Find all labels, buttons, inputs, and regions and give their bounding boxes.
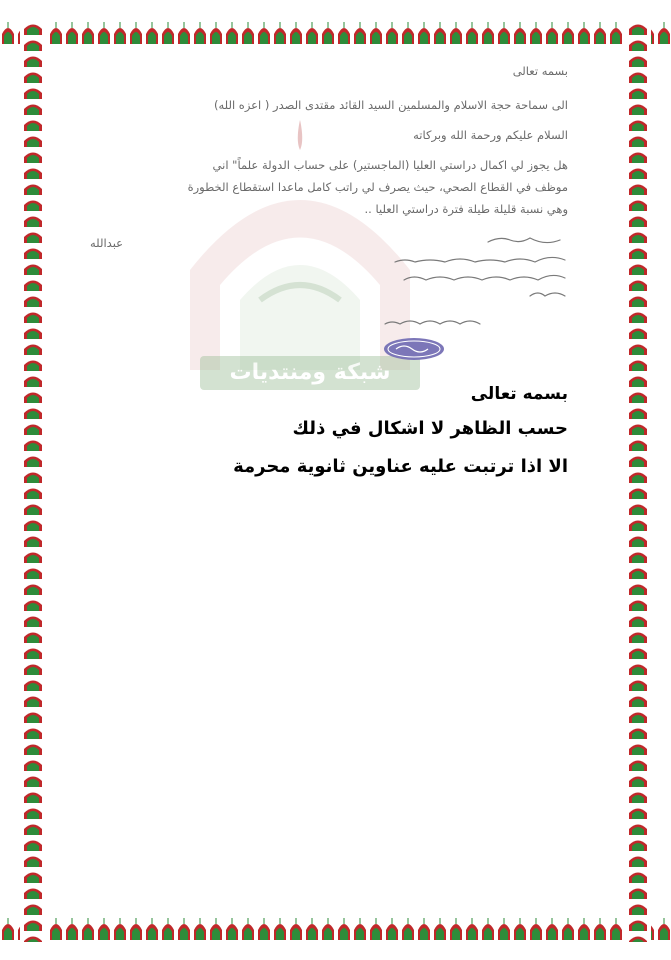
letter-greeting: السلام عليكم ورحمة الله وبركاته (413, 128, 568, 142)
letter-question-line: موظف في القطاع الصحي، حيث يصرف لي راتب كامل ماعدا استقطاع الخطورة (187, 180, 568, 194)
answer-line: الا اذا ترتبت عليه عناوين ثانوية محرمة (233, 456, 568, 477)
letter-question-line: هل يجوز لي اكمال دراستي العليا (الماجستير) على حساب الدولة علماً" اني (212, 158, 568, 172)
frame-top-border (0, 20, 671, 46)
letter-question-line: وهي نسبة قليلة طيلة فترة دراستي العليا .. (364, 202, 568, 216)
watermark-label: شبكة ومنتديات (200, 356, 420, 390)
frame-right-border (625, 20, 651, 942)
frame-left-border (20, 20, 46, 942)
letter-recipient: الى سماحة حجة الاسلام والمسلمين السيد القائد مقتدى الصدر ( اعزه الله) (213, 98, 568, 112)
frame-bottom-border (0, 916, 671, 942)
letter-basmala: بسمه تعالى (512, 64, 568, 78)
letter-signoff: عبدالله (90, 236, 124, 250)
office-stamp (382, 336, 446, 362)
answer-basmala: بسمه تعالى (470, 384, 568, 404)
handwritten-reply (370, 232, 570, 342)
answer-line: حسب الظاهر لا اشكال في ذلك (292, 418, 568, 439)
